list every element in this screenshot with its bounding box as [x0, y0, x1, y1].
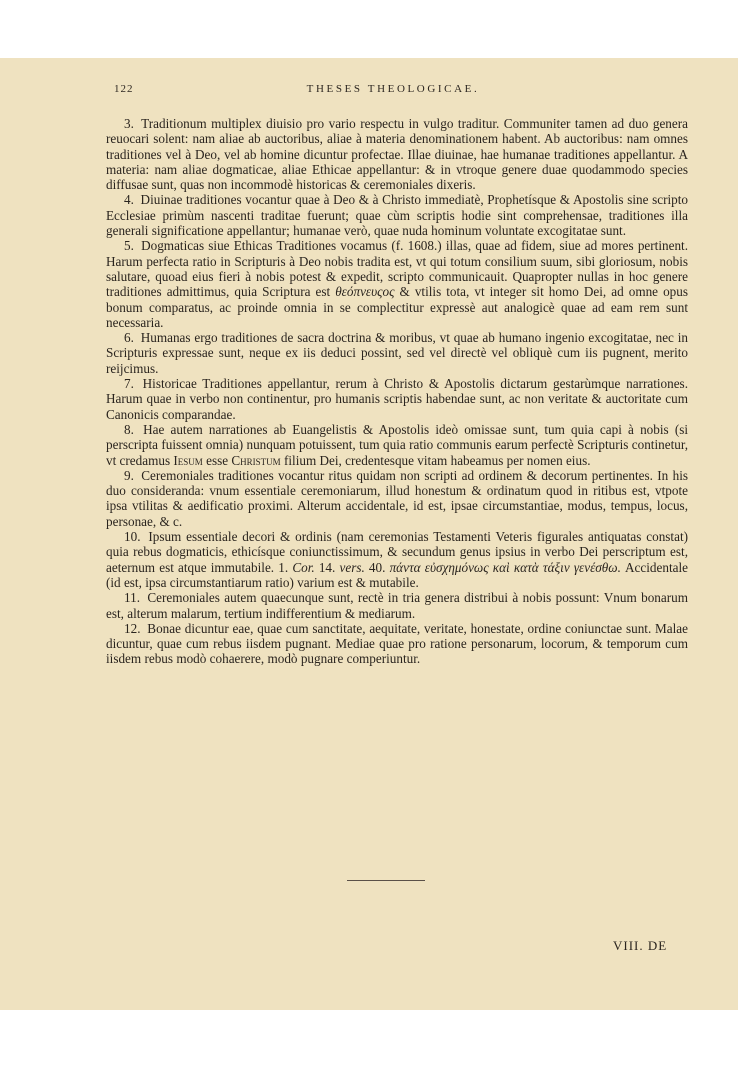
- paragraph-text-continued: & vtilis tota, vt integer sit homo Dei, ad omne opus bonum comparatus, ac proinde omnia in se complectitur expressè aut analogicè quae ad eam rem sunt necessaria.: [106, 284, 688, 330]
- paragraph-7: [106, 376, 688, 422]
- paragraph-text: Ceremoniales autem quaecunque sunt, rectè in tria genera distribui à nobis possunt: Vnum bonarum est, alterum malarum, tertium indifferentium & mediarum.: [106, 590, 688, 621]
- paragraph-3: [106, 116, 688, 192]
- page-number: 122: [114, 83, 134, 95]
- paragraph-8: [106, 422, 688, 468]
- paragraph-text-continued: Accidentale (id est, ipsa circumstantiarum ratio) varium est & mutabile.: [106, 559, 689, 590]
- paragraph-number: 7.: [124, 376, 134, 392]
- paragraph-text-mid: 14.: [314, 559, 340, 575]
- paragraph-text: Ipsum essentiale decori & ordinis (nam ceremonias Testamenti Veteris figurales antiquatas constat) quia rebus dogmaticis, ethicísque coniunctissimum, & secundum genus ipsius in verbo Dei perscriptum est, aeternum est atque immutabile. 1.: [106, 529, 689, 575]
- paragraph-number: 12.: [124, 620, 141, 636]
- scripture-reference-book: Cor.: [292, 559, 315, 575]
- paragraph-text-mid: esse: [202, 452, 232, 468]
- paragraph-number: 5.: [124, 238, 134, 254]
- paragraph-text: Humanas ergo traditiones de sacra doctrina & moribus, vt quae ab humano ingenio excogitatae, nec in Scripturis expressae sunt, neque ex iis deduci possint, sed vel directè vel obliquè cum iis pugnent, merito reijcimus.: [106, 330, 688, 376]
- paragraph-number: 10.: [124, 529, 141, 545]
- running-title: THESES THEOLOGICAE.: [306, 83, 480, 95]
- paragraph-text-mid-2: 40.: [364, 559, 390, 575]
- scripture-reference-verse-label: vers.: [339, 559, 365, 575]
- paragraph-text: Hae autem narrationes ab Euangelistis & Apostolis ideò omissae sunt, tum quia capi à nobis (si perscripta fuissent omnia) nunquam potuissent, tum quia ratio communis earum perfectè Scripturis continetur, vt credamus: [106, 421, 689, 468]
- greek-quotation: πάντα εὐσχημόνως καὶ κατὰ τάξιν γενέσθω.: [389, 559, 621, 575]
- section-divider-rule: [347, 880, 425, 881]
- paragraph-text: Ceremoniales traditiones vocantur ritus quidam non scripti ad ordinem & decorum pertinentes. In his duo consideranda: vnum essentiale ceremoniarum, illud honestum & ordinatum quod in ritibus est, vtpote ipsa vtilitas & aedificatio proximi. Alterum accidentale, id est, ipsae circumstantiae, modus, tempus, locus, personae, & c.: [106, 467, 689, 529]
- paragraph-9: [106, 468, 688, 529]
- paragraph-number: 3.: [124, 116, 134, 131]
- paragraph-text: Diuinae traditiones vocantur quae à Deo & à Christo immediatè, Prophetísque & Apostolis sine scripto Ecclesiae primùm nascenti traditae fuerunt; quae cùm scriptis hodie sint comprehensae, traditiones illa generali significatione appellantur; humanae verò, quae nuda hominum voluntate excogitatae sunt.: [106, 192, 688, 239]
- paragraph-number: 11.: [124, 590, 140, 606]
- paragraph-text: Historicae Traditiones appellantur, rerum à Christo & Apostolis dictarum gestarùmque narrationes. Harum quae in verbo non continentur, pro humanis scriptis habendae sunt, ac non veritate & auctoritate cum Canonicis comparandae.: [106, 376, 688, 422]
- paragraph-text-continued: filium Dei, credentesque vitam habeamus per nomen eius.: [280, 452, 591, 468]
- paragraph-number: 4.: [124, 192, 134, 208]
- paragraph-6: [106, 330, 688, 376]
- paragraph-number: 9.: [124, 467, 134, 483]
- paragraph-number: 6.: [124, 330, 134, 346]
- paragraph-text: Bonae dicuntur eae, quae cum sanctitate, aequitate, veritate, honestate, ordine coniunctae sunt. Malae dicuntur, quae cum rebus iisdem pugnant. Mediae quae pro ratione personarum, locorum, & temporum cum iisdem rebus modò cohaerere, modò pugnare comperiuntur.: [106, 620, 689, 667]
- paragraph-number: 8.: [124, 421, 134, 437]
- page-header: [106, 83, 680, 99]
- bottom-margin: [0, 1010, 738, 1068]
- paragraph-4: [106, 192, 688, 238]
- paragraph-11: [106, 590, 688, 621]
- body-text: [106, 116, 688, 667]
- paragraph-10: [106, 529, 688, 590]
- top-margin: [0, 0, 738, 58]
- paragraph-5: [106, 238, 688, 330]
- paragraph-12: [106, 621, 688, 667]
- small-caps-iesum: Iesum: [173, 452, 203, 468]
- paragraph-text: Traditionum multiplex diuisio pro vario respectu in vulgo traditur. Communiter tamen ad duo genera reuocari solent: nam aliae ab auctoribus, aliae à materia denominationem habent. Ab auctoribus: nam omnes traditiones vel à Deo, vel ab homine dicuntur profectae. Illae diuinae, hae humanae traditiones appellantur. A materia: nam aliae dogmaticae, aliae Ethicae appellantur: & in vtroque genere duae quodammodo species diffusae sunt, quas non incommodè historicas & ceremoniales dixeris.: [106, 116, 688, 193]
- greek-word: θεόπνευςος: [335, 284, 395, 300]
- small-caps-christum: Christum: [231, 452, 281, 468]
- catchword: VIII. DE: [613, 938, 668, 953]
- paragraph-text: Dogmaticas siue Ethicas Traditiones vocamus (f. 1608.) illas, quae ad fidem, siue ad mores pertinent. Harum perfecta ratio in Scripturis à Deo nobis tradita est, vt qui totum consilium suum, sibi gloriosum, nobis salutare, quoad eius fieri à nobis potest & expedit, scripto communicauit. Quapropter nullas in hoc genere traditiones admittimus, quia Scriptura est: [106, 238, 689, 300]
